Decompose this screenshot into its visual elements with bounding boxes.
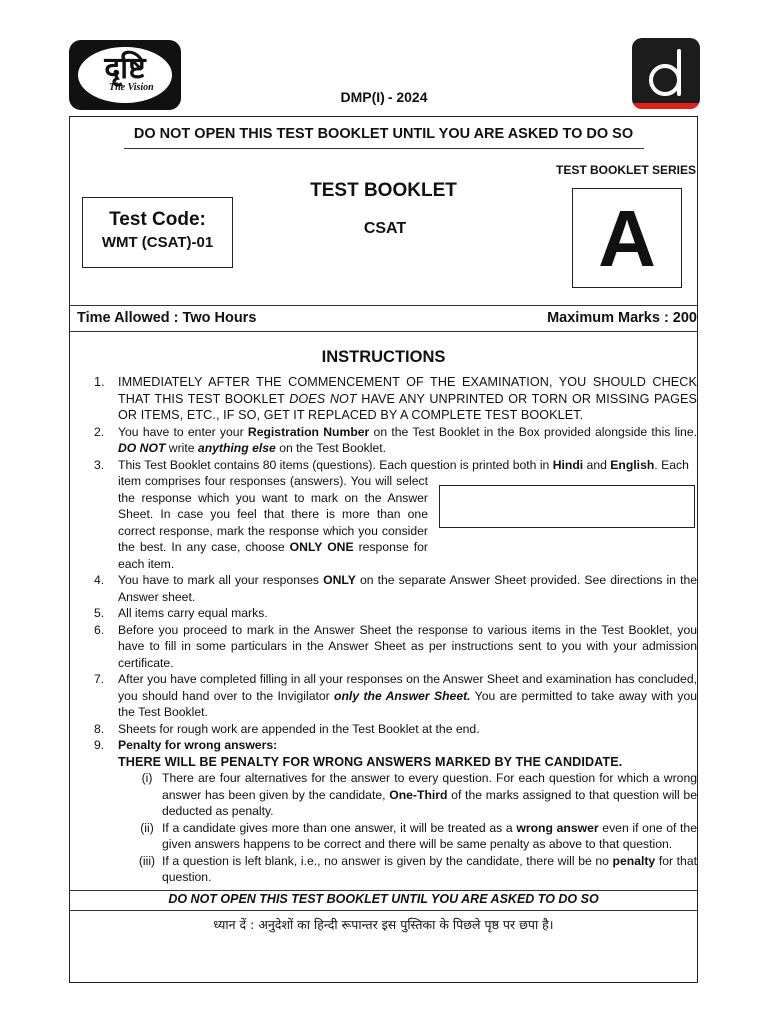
list-item: 5. All items carry equal marks. [94, 606, 268, 620]
hindi-note: ध्यान दें : अनुदेशों का हिन्दी रूपान्तर इस पुस्तिका के पिछले पृष्ठ पर छपा है। [213, 917, 554, 932]
list-item: (iii) If a question is left blank, i.e., no answer is given by the candidate, there will be no penalty for that question. [138, 853, 697, 884]
test-code-value: WMT (CSAT)-01 [101, 234, 214, 251]
test-code-box [82, 197, 233, 268]
list-item: (ii) If a candidate gives more than one answer, it will be treated as a wrong answer even if one of the given answers happens to be correct and there will be same penalty as above to that question. [140, 820, 697, 851]
divider [69, 331, 698, 332]
top-warning: DO NOT OPEN THIS TEST BOOKLET UNTIL YOU ARE ASKED TO DO SO [133, 126, 634, 142]
list-item: 3. This Test Booklet contains 80 items (questions). Each question is printed both in Hindi and English. Each item comprises four responses (answers). You will select the response which you want to mark on the Answer Sheet. In case you feel that there is more than one correct response, mark the response which you consider the best. In any case, choose ONLY ONE response for each item. [94, 457, 689, 571]
subject-label: CSAT [363, 220, 407, 237]
divider [69, 305, 698, 306]
list-item: 9. Penalty for wrong answers: THERE WILL BE PENALTY FOR WRONG ANSWERS MARKED BY THE CANDIDATE. [94, 738, 623, 769]
test-code-label: Test Code: [109, 209, 206, 230]
divider [69, 890, 698, 891]
series-letter: A [598, 194, 656, 283]
bottom-warning: DO NOT OPEN THIS TEST BOOKLET UNTIL YOU ARE ASKED TO DO SO [168, 892, 599, 906]
list-item: 7. After you have completed filling in all your responses on the Answer Sheet and examination has concluded, you should hand over to the Invigilator only the Answer Sheet. You are permitted to take away with you the Test Booklet. [94, 672, 698, 719]
exam-code [0, 89, 768, 105]
list-item: 1. IMMEDIATELY AFTER THE COMMENCEMENT OF THE EXAMINATION, YOU SHOULD CHECK THAT THIS TEST BOOKLET DOES NOT HAVE ANY UNPRINTED OR TORN OR MISSING PAGES OR ITEMS, ETC., IF SO, GET IT REPLACED BY A COMPLETE TEST BOOKLET. [94, 375, 698, 422]
series-box [572, 188, 682, 288]
instructions-list [94, 374, 697, 886]
time-allowed: Time Allowed : Two Hours [77, 310, 257, 326]
logo-hindi-text: दृष्टि [104, 51, 146, 86]
list-item: 6. Before you proceed to mark in the Answer Sheet the response to various items in the Test Booklet, you have to fill in some particulars in the Answer Sheet as per instructions sent to you with your admission certificate. [94, 622, 697, 670]
divider [69, 910, 698, 911]
list-item: 8. Sheets for rough work are appended in the Test Booklet at the end. [94, 721, 480, 736]
logo-tagline: The Vision [109, 82, 154, 93]
list-item: 2. You have to enter your Registration Number on the Test Booklet in the Box provided alongside this line. DO NOT write anything else on the Test Booklet. [94, 424, 697, 455]
list-item: (i) There are four alternatives for the answer to every question. For each question for which a wrong answer has been given by the candidate, One-Third of the marks assigned to that question will be deducted as penalty. [141, 771, 697, 818]
instructions-title: INSTRUCTIONS [321, 348, 446, 366]
maximum-marks: Maximum Marks : 200 [547, 310, 697, 326]
exam-year: - 2024 [387, 89, 428, 105]
exam-code-text: DMP(I) [340, 89, 385, 105]
series-label: TEST BOOKLET SERIES [555, 163, 696, 177]
page-title: TEST BOOKLET [310, 180, 457, 201]
divider [124, 148, 644, 149]
list-item: 4. You have to mark all your responses ONLY on the separate Answer Sheet provided. See directions in the Answer sheet. [94, 573, 698, 604]
